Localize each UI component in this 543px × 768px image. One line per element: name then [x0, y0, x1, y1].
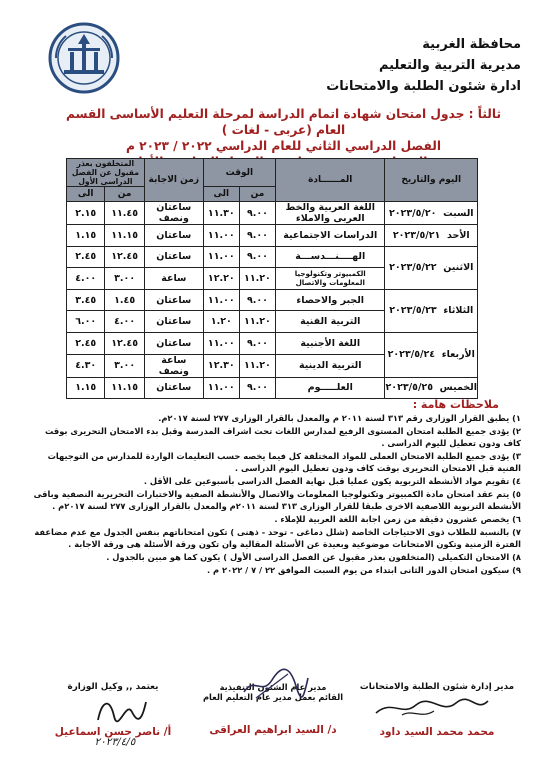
duration-cell: ساعتان — [144, 377, 203, 399]
governorate-name: محافظة الغربية — [422, 37, 521, 52]
day-cell: الثلاثاء ٢٠٢٣/٥/٢٣ — [385, 289, 478, 332]
day-cell: الخميس ٢٠٢٣/٥/٢٥ — [385, 377, 478, 399]
notes-list — [28, 413, 521, 577]
note-item: ٧) بالنسبة للطلاب ذوى الاحتياجات الخاصة (شلل دماغى - توحد - ذهنى ) تكون امتحاناتهم بنفس الجدول مع عدم مضاعفة الفترة الزمنية وتكون الامتحانات موضوعية وبعيدة عن الأسئلة المقالية وان تكون ورقة الأسئلة هى ورقة الاجابة . — [34, 526, 521, 549]
note-item: ٢) يؤدى جميع الطلبة امتحان المستوى الرفيع لمدارس اللغات تحت اشراف المدرسة وقبل بدء الامتحان التحريرى بوقت كاف ودون تعطيل لليوم الدراسى . — [45, 426, 521, 448]
subject-cell: اللغة الأجنبية — [276, 332, 385, 354]
time-from-cell: ١١.٢٠ — [239, 311, 275, 333]
signature-right-name: محمد محمد السيد داود — [379, 726, 495, 738]
day-cell: الأربعاء ٢٠٢٣/٥/٢٤ — [385, 332, 478, 377]
signature-center-title-2: القائم بعمل مدير عام التعليم العام — [202, 692, 344, 702]
subject-cell: اللغة العربية والخط العربى والاملاء — [276, 202, 385, 225]
day-cell: الأحد ٢٠٢٣/٥/٢١ — [385, 225, 478, 247]
note-item: ٤) تقويم مواد الأنشطة التربوية يكون عمليا قبل نهاية الفصل الدراسى بأسبوعين على الأقل . — [143, 475, 521, 486]
time-to-cell: ١٢.٣٠ — [203, 354, 239, 377]
backlog-from-cell: ٣.٠٠ — [105, 354, 144, 377]
backlog-to-cell: ١.١٥ — [67, 225, 105, 247]
backlog-from-cell: ٤.٠٠ — [105, 311, 144, 333]
header-backlog-from: من — [105, 187, 144, 202]
backlog-to-cell: ٢.١٥ — [67, 202, 105, 225]
time-to-cell: ١.٢٠ — [203, 311, 239, 333]
header-day-date: اليوم والتاريخ — [385, 159, 478, 202]
time-to-cell: ١١.٠٠ — [203, 377, 239, 399]
backlog-to-cell: ٣.٤٥ — [67, 289, 105, 311]
ministry-logo — [46, 20, 122, 96]
time-from-cell: ٩.٠٠ — [239, 289, 275, 311]
subject-cell: التربية الدينية — [276, 354, 385, 377]
subject-cell: التربية الفنية — [276, 311, 385, 333]
signature-left-title: يعتمد ,, وكيل الوزارة — [67, 682, 159, 692]
time-from-cell: ١١.٢٠ — [239, 354, 275, 377]
time-to-cell: ١١.٠٠ — [203, 246, 239, 268]
subject-cell: الجبر والاحصاء — [276, 289, 385, 311]
duration-cell: ساعتان — [144, 289, 203, 311]
table-row — [67, 225, 478, 247]
duration-cell: ساعتان ونصف — [144, 202, 203, 225]
note-item: ٩) سيكون امتحان الدور الثانى ابتداء من يوم السبت الموافق ٢٢ / ٧ / ٢٠٢٢ م . — [206, 564, 521, 575]
exam-schedule-table — [66, 158, 478, 399]
handwritten-signature-left — [92, 694, 150, 724]
backlog-to-cell: ٢.٤٥ — [67, 246, 105, 268]
time-from-cell: ١١.٢٠ — [239, 268, 275, 290]
backlog-from-cell: ١٢.٤٥ — [105, 332, 144, 354]
note-item: ٣) يؤدى جميع الطلبة الامتحان العملى للمواد المختلفة كل فيما يخصه حسب التعليمات الواردة للمدارس من التوجيهات الفنية قبل الامتحان التحريرى بوقت كاف ودون تعطيل اليوم الدراسى . — [47, 450, 521, 473]
subject-cell: الدراسات الاجتماعية — [276, 225, 385, 247]
note-item: ١) يطبق القرار الوزارى رقم ٣١٣ لسنة ٢٠١١ م والمعدل بالقرار الوزارى ٢٧٧ لسنة ٢٠١٧م. — [158, 413, 521, 423]
header-duration: زمن الاجابة — [144, 159, 203, 202]
backlog-from-cell: ٣.٠٠ — [105, 268, 144, 290]
header-time-from: من — [239, 187, 275, 202]
header-time-to: الى — [203, 187, 239, 202]
backlog-from-cell: ١١.٤٥ — [105, 202, 144, 225]
notes-title: ملاحظات هامة : — [412, 398, 499, 411]
handwritten-date: ٢٠٢٣/٤/٥ — [94, 736, 136, 748]
header-backlog-to: الى — [67, 187, 105, 202]
backlog-to-cell: ٦.٠٠ — [67, 311, 105, 333]
note-item: ٥) يتم عقد امتحان مادة الكمبيوتر وتكنولوجيا المعلومات والاتصال والأنشطة الصفية والاختبارات التحريرية النصفية وباقى الأنشطة التربوية اللاصفية الاخرى طبقا للقرار الوزارى ٣١٣ لسنة ٢٠١١م والمعدل بالقرار الوزارى ٢٧٧ لسنة ٢٠١٧م . — [33, 488, 521, 511]
notes-section — [28, 398, 521, 578]
time-to-cell: ١١.٣٠ — [203, 202, 239, 225]
title-line-2: الفصل الدراسي الثاني للعام الدراسي ٢٠٢٢ / ٢٠٢٣ م — [125, 139, 442, 153]
note-item: ٨) الامتحان التكميلى (المتخلفون بعذر مقبول عن الفصل الدراسى الأول ) يكون كما هو مبين بالجدول . — [106, 551, 521, 562]
duration-cell: ساعتان — [144, 246, 203, 268]
duration-cell: ساعتان — [144, 225, 203, 247]
table-row — [67, 289, 478, 311]
time-from-cell: ٩.٠٠ — [239, 377, 275, 399]
title-line-1: ثالثاً : جدول امتحان شهادة اتمام الدراسة لمرحلة التعليم الأساسى القسم العام (عربى - لغات ) — [65, 107, 502, 137]
note-item: ٦) يخصص عشرون دقيقة من زمن اجابة اللغة العربية للإملاء . — [274, 513, 521, 524]
backlog-to-cell: ٤.٠٠ — [67, 268, 105, 290]
header-time: الوقت — [203, 159, 275, 187]
signature-center-scribble — [238, 656, 312, 704]
subject-cell: العلـــــوم — [276, 377, 385, 399]
header-subject: المــــــادة — [276, 159, 385, 202]
table-row — [67, 332, 478, 354]
header-backlog: المتخلفون بعذر مقبول عن الفصل الدراسى الأول — [67, 159, 145, 187]
header-block — [311, 34, 521, 97]
time-to-cell: ١٢.٢٠ — [203, 268, 239, 290]
time-from-cell: ٩.٠٠ — [239, 202, 275, 225]
duration-cell: ساعتان — [144, 332, 203, 354]
day-cell: الاثنين ٢٠٢٣/٥/٢٢ — [385, 246, 478, 289]
backlog-to-cell: ٤.٣٠ — [67, 354, 105, 377]
signature-left-name: أ/ ناصر حسن اسماعيل — [54, 726, 172, 738]
backlog-from-cell: ١٢.٤٥ — [105, 246, 144, 268]
duration-cell: ساعة — [144, 268, 203, 290]
signature-right-title: مدير إدارة شئون الطلبة والامتحانات — [359, 682, 515, 692]
directorate-name: مديرية التربية والتعليم — [378, 58, 521, 73]
backlog-from-cell: ١١.١٥ — [105, 225, 144, 247]
backlog-from-cell: ١.٤٥ — [105, 289, 144, 311]
subject-cell: الهــــنـــدســـة — [276, 246, 385, 268]
handwritten-signature-right — [372, 695, 492, 721]
time-from-cell: ٩.٠٠ — [239, 332, 275, 354]
time-from-cell: ٩.٠٠ — [239, 225, 275, 247]
department-name: ادارة شئون الطلبة والامتحانات — [326, 79, 521, 94]
backlog-from-cell: ١١.١٥ — [105, 377, 144, 399]
backlog-to-cell: ٢.٤٥ — [67, 332, 105, 354]
time-from-cell: ٩.٠٠ — [239, 246, 275, 268]
table-row — [67, 202, 478, 225]
duration-cell: ساعتان — [144, 311, 203, 333]
time-to-cell: ١١.٠٠ — [203, 332, 239, 354]
table-row — [67, 246, 478, 268]
backlog-to-cell: ١.١٥ — [67, 377, 105, 399]
time-to-cell: ١١.٠٠ — [203, 289, 239, 311]
day-cell: السبت ٢٠٢٣/٥/٢٠ — [385, 202, 478, 225]
duration-cell: ساعة ونصف — [144, 354, 203, 377]
subject-cell: الكمبيوتر وتكنولوجيا المعلومات والاتصال — [276, 268, 385, 290]
time-to-cell: ١١.٠٠ — [203, 225, 239, 247]
signature-center-name: د/ السيد ابراهيم العراقى — [209, 724, 337, 736]
signature-center-title-1: مدير عام الشئون التنفيذية — [219, 682, 327, 692]
table-row — [67, 377, 478, 399]
